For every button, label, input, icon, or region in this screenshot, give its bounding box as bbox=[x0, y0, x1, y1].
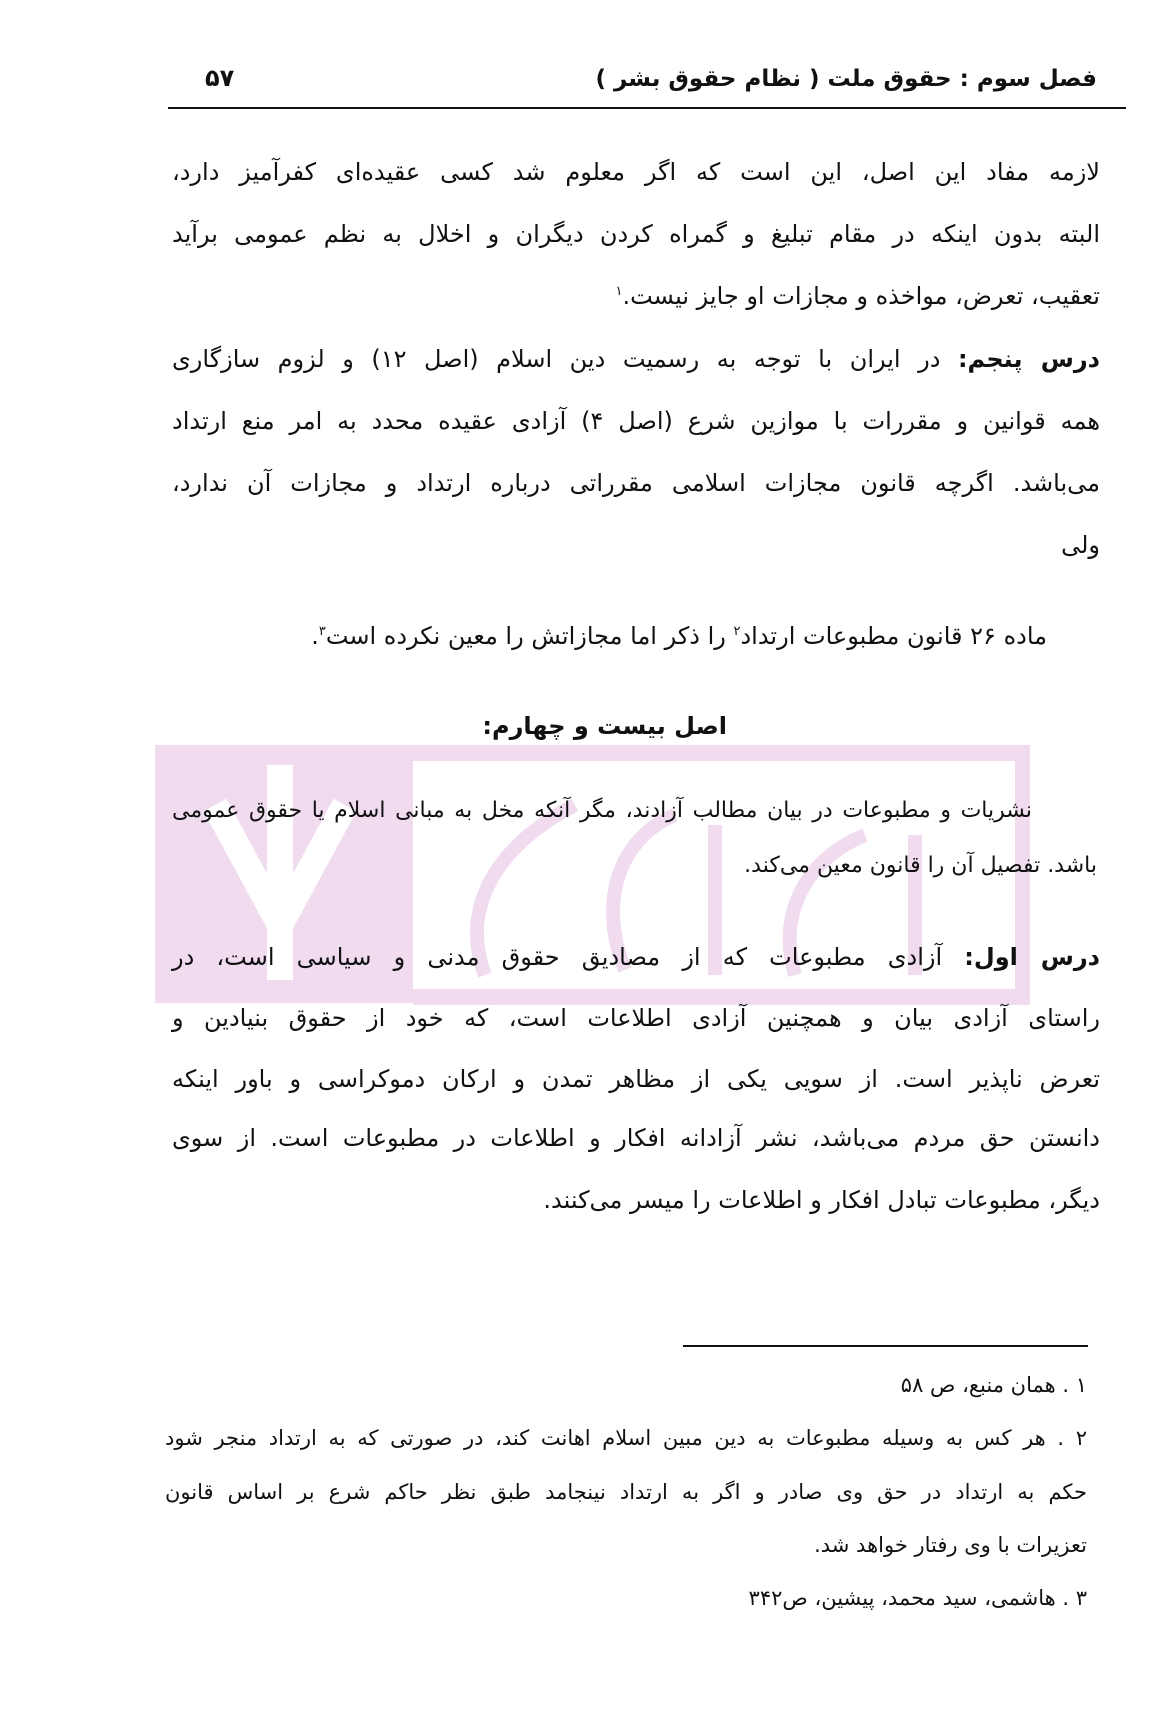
footnote-ref: ۲ bbox=[733, 624, 741, 639]
body-text: ماده ۲۶ قانون مطبوعات ارتداد bbox=[740, 622, 1047, 650]
body-line bbox=[172, 943, 1100, 971]
body-text: را ذکر اما مجازاتش را معین نکرده است bbox=[325, 622, 734, 650]
footnote-ref: ۳ bbox=[318, 624, 326, 639]
footnote-ref: ۱ bbox=[615, 284, 623, 299]
section-label: درس پنجم: bbox=[957, 345, 1100, 373]
body-line: لازمه مفاد این اصل، این است که اگر معلوم شد کسی عقیده‌ای کفرآمیز دارد، bbox=[172, 158, 1100, 186]
body-line: راستای آزادی بیان و همچنین آزادی اطلاعات است، که خود از حقوق بنیادین و bbox=[172, 1004, 1100, 1032]
footnote: ۳ . هاشمی، سید محمد، پیشین، ص۳۴۲ bbox=[748, 1586, 1087, 1610]
article-heading: اصل بیست و چهارم: bbox=[482, 712, 727, 740]
body-text: . bbox=[311, 622, 319, 650]
section-label: درس اول: bbox=[964, 943, 1100, 971]
footnote: ۲ . هر کس به وسیله مطبوعات به دین مبین اسلام اهانت کند، در صورتی که به ارتداد منجر شود bbox=[165, 1426, 1087, 1450]
body-line: دیگر، مطبوعات تبادل افکار و اطلاعات را میسر می‌کنند. bbox=[543, 1186, 1100, 1214]
page-number: ۵۷ bbox=[205, 64, 235, 92]
body-line: می‌باشد. اگرچه قانون مجازات اسلامی مقرراتی درباره ارتداد و مجازات آن ندارد، bbox=[172, 469, 1100, 497]
body-line: البته بدون اینکه در مقام تبلیغ و گمراه کردن دیگران و اخلال به نظم عمومی برآید bbox=[172, 220, 1100, 248]
body-line: تعرض ناپذیر است. از سویی یکی از مظاهر تمدن و ارکان دموکراسی و باور اینکه bbox=[172, 1065, 1100, 1093]
body-line: ولی bbox=[1061, 531, 1100, 559]
footnote: حکم به ارتداد در حق وی صادر و اگر به ارتداد نینجامد طبق نظر حاکم شرع بر اساس قانون bbox=[165, 1480, 1087, 1504]
body-line bbox=[172, 282, 1100, 310]
running-title: فصل سوم : حقوق ملت ( نظام حقوق بشر ) bbox=[595, 66, 1097, 92]
body-line: همه قوانین و مقررات با موازین شرع (اصل ۴) آزادی عقیده محدد به امر منع ارتداد bbox=[172, 407, 1100, 435]
body-text: آزادی مطبوعات که از مصادیق حقوق مدنی و سیاسی است، در bbox=[172, 943, 965, 971]
body-line: دانستن حق مردم می‌باشد، نشر آزادانه افکار و اطلاعات در مطبوعات است. از سوی bbox=[172, 1124, 1100, 1152]
footnote: ۱ . همان منبع، ص ۵۸ bbox=[900, 1373, 1087, 1397]
footnote: تعزیرات با وی رفتار خواهد شد. bbox=[814, 1533, 1087, 1557]
body-line bbox=[311, 622, 1047, 650]
article-text: باشد. تفصیل آن را قانون معین می‌کند. bbox=[744, 853, 1097, 878]
footnote-rule bbox=[683, 1345, 1088, 1347]
body-text: تعقیب، تعرض، مواخذه و مجازات او جایز نیست. bbox=[622, 282, 1100, 310]
article-text: نشریات و مطبوعات در بیان مطالب آزادند، مگر آنکه مخل به مبانی اسلام یا حقوق عمومی bbox=[172, 798, 1032, 823]
body-text: در ایران با توجه به رسمیت دین اسلام (اصل ۱۲) و لزوم سازگاری bbox=[172, 345, 958, 373]
body-line bbox=[172, 345, 1100, 373]
header-rule bbox=[168, 107, 1126, 109]
